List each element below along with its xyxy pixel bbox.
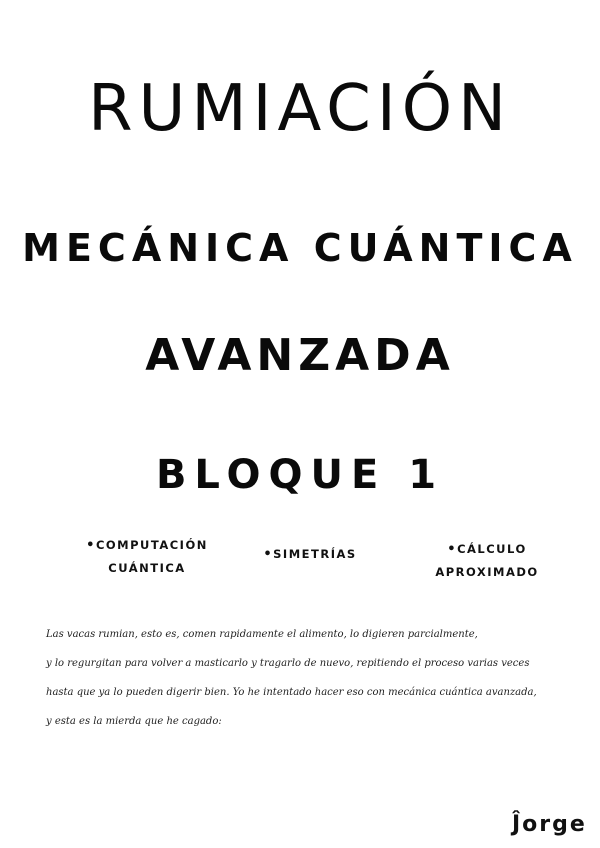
topic-label: SIMETRÍAS [273,547,357,561]
paragraph-line: y esta es la mierda que he cagado: [46,716,222,727]
paragraph-line: Las vacas rumian, esto es, comen rapidamente el alimento, lo digieren parcialmente, [46,629,478,640]
page-title: RUMIACIÓN [88,72,512,146]
intro-paragraph [46,620,566,736]
subject-title-line-2: AVANZADA [145,330,455,381]
block-title: BLOQUE 1 [155,452,445,498]
topic-label: COMPUTACIÓN [95,538,208,552]
topic-item-calculo-aproximado [432,538,542,583]
topic-label-continued: CUÁNTICA [108,561,186,575]
topic-label-continued: APROXIMADO [435,565,539,579]
bullet-icon: • [263,547,274,562]
topic-item-computacion-cuantica [82,534,212,579]
author-signature: Ĵorge [512,812,587,837]
bullet-icon: • [86,538,96,553]
paragraph-line: y lo regurgitan para volver a masticarlo y tragarlo de nuevo, repitiendo el proceso varias veces [46,658,530,669]
bullet-icon: • [447,542,458,557]
paragraph-line: hasta que ya lo pueden digerir bien. Yo he intentado hacer eso con mecánica cuántica avanzada, [46,687,537,698]
subject-title-line-1: MECÁNICA CUÁNTICA [22,226,578,270]
topic-item-simetrias [255,543,365,566]
topic-label: CÁLCULO [457,542,527,556]
